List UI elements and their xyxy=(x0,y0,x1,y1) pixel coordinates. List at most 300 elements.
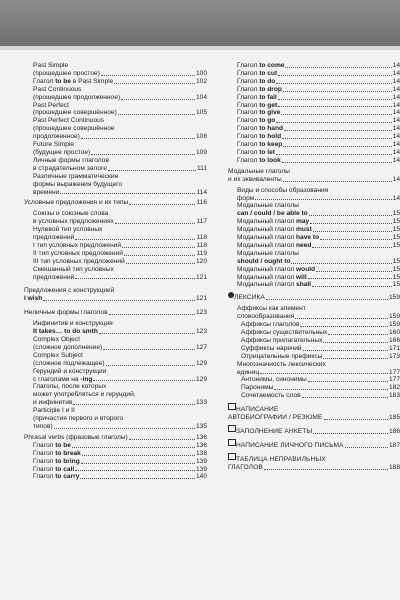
page-number: 117 xyxy=(196,218,207,226)
entry-keyword: should / ought to xyxy=(237,257,291,265)
page-number: 15 xyxy=(392,257,400,265)
entry-title: единиц xyxy=(237,368,260,376)
dot-leader xyxy=(121,99,195,100)
toc-entry xyxy=(24,328,207,336)
dot-leader xyxy=(114,83,195,84)
entry-text: Глагол xyxy=(237,101,260,109)
toc-entry xyxy=(24,344,207,352)
dot-leader xyxy=(308,278,392,279)
entry-title: Аффиксы прилагательных xyxy=(241,336,323,344)
entry-keyword: can / could / be able to xyxy=(237,210,308,218)
entry-title: Союзы и союзные слова xyxy=(33,210,109,218)
toc-entry xyxy=(24,199,207,207)
toc-entry xyxy=(228,376,400,384)
entry-keyword: -ing xyxy=(80,375,93,383)
toc-entry xyxy=(228,195,400,203)
page-number: 116 xyxy=(196,199,207,207)
entry-title xyxy=(237,281,311,289)
section-title: ТАБЛИЦА НЕПРАВИЛЬНЫХ xyxy=(236,455,326,463)
section-box-icon xyxy=(228,403,236,414)
entry-title: в страдательном залоге xyxy=(33,164,107,172)
toc-entry xyxy=(24,399,207,407)
entry-title: (будущее простое) xyxy=(33,148,91,156)
dot-leader xyxy=(285,67,391,68)
page-number: 14 xyxy=(392,93,400,101)
page-number: 111 xyxy=(196,164,207,172)
page-number: 15 xyxy=(392,273,400,281)
dot-leader xyxy=(43,300,195,301)
toc-entry xyxy=(24,336,207,344)
entry-text: Модальный глагол xyxy=(237,281,297,289)
entry-title xyxy=(237,234,319,242)
section-title: НАПИСАНИЕ ЛИЧНОГО ПИСЬМА xyxy=(236,441,344,449)
dot-leader xyxy=(323,342,388,343)
entry-title: Complex Object xyxy=(33,336,80,343)
toc-entry xyxy=(228,329,400,337)
entry-text: Глагол xyxy=(237,62,260,69)
dot-leader xyxy=(278,106,392,107)
dot-leader xyxy=(99,333,195,334)
entry-text: в Past Simple xyxy=(70,77,114,85)
dot-leader xyxy=(276,83,391,84)
entry-text: Глагол xyxy=(33,465,56,473)
page-number: 15 xyxy=(392,226,400,234)
toc-entry xyxy=(24,320,207,328)
page-number: 160 xyxy=(388,329,400,336)
entry-title: Различные грамматические xyxy=(33,172,119,180)
entry-title: I тип условных предложений xyxy=(33,241,122,249)
dot-leader xyxy=(129,204,195,205)
toc-entry xyxy=(228,168,400,176)
toc-entry xyxy=(24,117,207,125)
section-title: ГЛАГОЛОВ xyxy=(228,463,263,471)
dot-leader xyxy=(101,75,195,76)
entry-text: Глагол xyxy=(33,457,56,465)
entry-keyword: to bring xyxy=(55,457,80,465)
entry-title: Complex Subject xyxy=(33,351,83,359)
dot-leader xyxy=(82,455,195,456)
dot-leader xyxy=(283,146,391,147)
entry-title xyxy=(237,149,275,157)
toc-entry xyxy=(24,242,207,250)
entry-title: Аффиксы глаголов xyxy=(241,321,300,329)
section-box-icon xyxy=(228,439,236,450)
entry-title: формы выражения будущего xyxy=(33,180,123,188)
toc-entry xyxy=(228,258,400,266)
section-title: ЛЕКСИКА xyxy=(234,294,265,302)
entry-title: Условные предложения и их типы xyxy=(24,199,129,207)
entry-title xyxy=(237,94,277,102)
toc-entry xyxy=(228,321,400,329)
page-number: 118 xyxy=(196,241,207,249)
entry-title: Аффиксы как элемент xyxy=(237,305,306,313)
page-number: 15 xyxy=(392,234,400,242)
toc-entry xyxy=(24,309,207,317)
entry-text: Глагол xyxy=(237,69,260,77)
toc-entry xyxy=(228,62,400,70)
section-title: ЗАПОЛНЕНИЕ АНКЕТЫ xyxy=(236,427,313,435)
entry-title xyxy=(33,458,80,466)
toc-entry xyxy=(24,466,207,474)
page-box-icon xyxy=(228,425,236,432)
page-number: 14 xyxy=(392,156,400,164)
entry-title: Модальные глаголы xyxy=(228,167,290,175)
dot-leader xyxy=(313,231,392,232)
dot-leader xyxy=(309,215,392,216)
toc-entry xyxy=(228,141,400,149)
entry-keyword: have to xyxy=(296,234,320,242)
dot-leader xyxy=(103,349,195,350)
page-number: 109 xyxy=(195,148,207,156)
toc-entry xyxy=(24,157,207,165)
entry-title: времени xyxy=(33,188,60,196)
entry-text: Глагол xyxy=(237,133,260,141)
toc-entry xyxy=(228,70,400,78)
page-box-icon xyxy=(228,439,236,446)
toc-entry xyxy=(24,352,207,360)
page-number: 14 xyxy=(392,85,400,93)
page-number: 105 xyxy=(195,109,207,117)
dot-leader xyxy=(276,122,391,123)
page-number: 121 xyxy=(195,295,207,303)
entry-keyword: to give xyxy=(259,109,281,117)
toc-entry xyxy=(228,337,400,345)
entry-title: словообразования xyxy=(237,313,295,321)
dot-leader xyxy=(278,99,392,100)
dot-leader xyxy=(75,278,195,279)
toc-entry xyxy=(228,361,400,369)
entry-title: Phrasal verbs (фразовые глаголы) xyxy=(24,433,128,441)
page-number: 138 xyxy=(195,449,207,457)
page-number: 114 xyxy=(196,188,207,196)
entry-title xyxy=(33,473,79,481)
dot-leader xyxy=(80,478,195,479)
page-number: 166 xyxy=(388,336,400,344)
toc-entry xyxy=(228,176,400,184)
entry-text: Глагол xyxy=(237,141,260,149)
toc-entry xyxy=(24,218,207,226)
toc-entry xyxy=(24,415,207,423)
page-number: 177 xyxy=(388,368,400,376)
entry-keyword: to break xyxy=(55,449,81,457)
entry-text: Модальный глагол xyxy=(237,273,297,281)
entry-title xyxy=(237,125,283,133)
page-number: 14 xyxy=(392,148,400,156)
toc-entry xyxy=(24,125,207,133)
entry-title: Отрицательные префиксы xyxy=(241,352,323,360)
entry-title: и их эквиваленты xyxy=(228,175,282,183)
section-title: АВТОБИОГРАФИИ / РЕЗЮМЕ xyxy=(228,414,323,422)
dot-leader xyxy=(73,404,195,405)
entry-title: Антонимы, синонимы xyxy=(241,376,307,384)
entry-keyword: shall xyxy=(296,281,312,289)
toc-entry xyxy=(24,376,207,384)
entry-title: Past Perfect Continuous xyxy=(33,117,105,125)
dot-leader xyxy=(255,199,391,200)
page-number: 120 xyxy=(195,257,207,265)
toc-entry xyxy=(228,202,400,210)
entry-title: Сочетаемость слов xyxy=(241,392,301,400)
toc-entry xyxy=(24,141,207,149)
entry-keyword: to be xyxy=(55,77,71,85)
toc-entry xyxy=(24,266,207,274)
entry-keyword: to fall xyxy=(259,93,277,101)
entry-keyword: to drop xyxy=(259,85,282,93)
entry-title xyxy=(237,78,275,86)
toc-entry xyxy=(24,434,207,442)
page-number: 15 xyxy=(392,241,400,249)
entry-keyword: to look xyxy=(259,156,281,164)
toc-entry xyxy=(24,181,207,189)
page-number: 129 xyxy=(195,359,207,367)
page-number: 139 xyxy=(195,465,207,473)
toc-entry xyxy=(24,450,207,458)
entry-title: (сложное подлежащее) xyxy=(33,359,105,367)
page-number: 108 xyxy=(195,133,207,141)
page-number: 14 xyxy=(392,77,400,85)
page-number: 118 xyxy=(196,234,207,242)
dot-leader xyxy=(316,271,392,272)
entry-title xyxy=(33,78,113,86)
entry-title xyxy=(237,62,284,70)
toc-entry xyxy=(24,458,207,466)
page-number: 183 xyxy=(388,392,400,400)
entry-title: продолженное) xyxy=(33,133,80,141)
entry-title: Past Simple xyxy=(33,62,69,69)
toc-entry xyxy=(24,258,207,266)
dot-leader xyxy=(302,397,388,398)
entry-title xyxy=(237,86,282,94)
entry-text: Глагол xyxy=(33,441,56,449)
entry-text: Глагол xyxy=(237,77,260,85)
toc-section-heading xyxy=(228,439,400,450)
dot-leader xyxy=(108,170,196,171)
dot-leader xyxy=(126,263,195,264)
toc-entry xyxy=(228,369,400,377)
page-number: 133 xyxy=(195,399,207,407)
dot-leader xyxy=(283,91,392,92)
dot-leader xyxy=(281,114,391,115)
page-box-icon xyxy=(228,453,236,460)
entry-title: Participle I и II xyxy=(33,407,75,415)
page-number: 14 xyxy=(392,133,400,141)
dot-leader xyxy=(75,239,195,240)
page-number: 15 xyxy=(392,281,400,289)
toc-entry xyxy=(24,165,207,173)
entry-title: Модальные глаголы xyxy=(237,202,299,210)
toc-entry xyxy=(228,78,400,86)
entry-title xyxy=(237,141,282,149)
page-number: 159 xyxy=(388,321,400,329)
toc-entry xyxy=(24,133,207,141)
entry-title xyxy=(33,442,71,450)
toc-entry xyxy=(228,392,400,400)
entry-text: Глагол xyxy=(33,449,56,457)
entry-title: Виды и способы образования xyxy=(237,186,329,194)
entry-title: Future Simple xyxy=(33,141,75,149)
toc-section-heading xyxy=(228,425,400,436)
entry-keyword: to come xyxy=(259,62,285,69)
dot-leader xyxy=(300,326,388,327)
dot-leader xyxy=(324,419,388,420)
entry-keyword: to get xyxy=(259,101,278,109)
entry-title: Аффиксы существительных xyxy=(241,329,328,336)
dot-leader xyxy=(312,286,392,287)
page-number: 14 xyxy=(392,175,400,183)
entry-title xyxy=(24,295,42,303)
toc-section-heading xyxy=(228,403,400,414)
entry-keyword: to call xyxy=(55,465,75,473)
entry-title: Неличные формы глаголов xyxy=(24,309,108,317)
toc-entry xyxy=(228,187,400,195)
toc-entry xyxy=(24,189,207,197)
page-box-icon xyxy=(228,403,236,410)
page-number: 129 xyxy=(195,375,207,383)
toc-section-heading xyxy=(228,453,400,464)
page-number: 100 xyxy=(195,69,207,77)
page-number: 14 xyxy=(392,62,400,69)
dot-leader xyxy=(115,223,196,224)
entry-title: Past Continuous xyxy=(33,85,82,93)
toc-entry xyxy=(228,117,400,125)
toc-entry xyxy=(228,353,400,361)
page-number: 136 xyxy=(195,433,207,441)
entry-title xyxy=(237,117,275,125)
toc-entry xyxy=(228,86,400,94)
entry-text: Глагол xyxy=(33,473,56,481)
entry-text: Модальный глагол xyxy=(237,265,297,273)
entry-title xyxy=(237,266,315,274)
entry-title: и инфинитив xyxy=(33,399,73,407)
entry-title: (прошедшее продолженное) xyxy=(33,93,121,101)
toc-entry xyxy=(228,149,400,157)
page-number: 186 xyxy=(388,427,400,435)
entry-title xyxy=(237,109,280,117)
entry-title: Модальные глаголы xyxy=(237,249,299,257)
page-number: 121 xyxy=(195,273,207,281)
entry-title: Предложения с конструкцией xyxy=(24,287,115,295)
toc-entry xyxy=(24,173,207,181)
dot-leader xyxy=(282,162,392,163)
entry-title: (сложное дополнение) xyxy=(33,343,103,351)
entry-title: Многозначность лексических xyxy=(237,360,326,368)
entry-keyword: need xyxy=(296,241,312,249)
dot-leader xyxy=(264,469,388,470)
dot-leader xyxy=(118,114,195,115)
entry-text: Модальный глагол xyxy=(237,226,297,234)
dot-leader xyxy=(91,154,195,155)
entry-text: Глагол xyxy=(237,93,260,101)
page-number: 14 xyxy=(392,109,400,117)
toc-entry xyxy=(228,313,400,321)
toc-entry xyxy=(24,234,207,242)
page-number: 119 xyxy=(196,249,207,257)
entry-title: Паронимы xyxy=(241,384,274,392)
contents-right-column xyxy=(228,62,400,472)
toc-section-heading xyxy=(228,464,400,472)
entry-title xyxy=(33,376,92,384)
page-number: 182 xyxy=(388,384,400,392)
top-dark-band xyxy=(0,0,400,46)
dot-leader xyxy=(291,263,391,264)
toc-entry xyxy=(24,407,207,415)
page-number: 136 xyxy=(195,441,207,449)
toc-section-heading xyxy=(228,292,400,302)
page-number: 127 xyxy=(195,343,207,351)
toc-entry xyxy=(24,391,207,399)
dot-leader xyxy=(129,439,195,440)
dot-leader xyxy=(72,447,195,448)
entry-keyword: to do xyxy=(259,77,276,85)
toc-entry xyxy=(228,133,400,141)
entry-title: Нулевой тип условных xyxy=(33,226,103,234)
dot-leader xyxy=(295,318,388,319)
page-number: 135 xyxy=(195,422,207,430)
toc-entry xyxy=(228,266,400,274)
entry-title: типов) xyxy=(33,422,53,430)
entry-title: предложений xyxy=(33,273,75,281)
entry-title: форм xyxy=(237,194,255,202)
toc-entry xyxy=(228,157,400,165)
page-number: 177 xyxy=(388,376,400,384)
page-number: 171 xyxy=(388,344,400,352)
dot-leader xyxy=(312,247,391,248)
page-number: 15 xyxy=(392,210,400,218)
dot-leader xyxy=(323,358,388,359)
entry-title: может употребляться и герундий, xyxy=(33,391,136,399)
page-number: 14 xyxy=(392,125,400,133)
dot-leader xyxy=(54,428,195,429)
entry-keyword: to keep xyxy=(259,141,283,149)
toc-entry xyxy=(228,109,400,117)
entry-keyword: to hold xyxy=(259,133,282,141)
page-number: 173 xyxy=(388,352,400,360)
entry-title: (прошедшее совершённое) xyxy=(33,109,117,117)
toc-entry xyxy=(228,94,400,102)
entry-keyword: would xyxy=(296,265,316,273)
toc-entry xyxy=(24,78,207,86)
toc-entry xyxy=(24,442,207,450)
dot-leader xyxy=(109,314,195,315)
dot-leader xyxy=(260,373,388,374)
dot-leader xyxy=(276,154,392,155)
dot-leader xyxy=(106,365,195,366)
toc-entry xyxy=(24,94,207,102)
entry-text: Глагол xyxy=(237,125,260,133)
entry-title: Герундий и конструкции xyxy=(33,367,107,375)
dot-leader xyxy=(345,447,388,448)
entry-keyword: will xyxy=(296,273,307,281)
toc-entry xyxy=(228,102,400,110)
dot-leader xyxy=(328,334,388,335)
section-box-icon xyxy=(228,453,236,464)
entry-keyword: to go xyxy=(259,117,276,125)
entry-title: II тип условных предложений xyxy=(33,249,123,257)
entry-text: Глагол xyxy=(237,117,260,125)
page-number: 102 xyxy=(195,77,207,85)
toc-entry xyxy=(24,210,207,218)
toc-entry xyxy=(24,70,207,78)
toc-entry xyxy=(228,281,400,289)
dot-leader xyxy=(282,138,391,139)
entry-keyword: must xyxy=(296,226,312,234)
page-number: 159 xyxy=(388,313,400,321)
entry-title xyxy=(33,466,74,474)
dot-leader xyxy=(81,463,195,464)
entry-keyword: may xyxy=(296,218,310,226)
page-number: 123 xyxy=(195,309,207,317)
toc-entry xyxy=(228,226,400,234)
